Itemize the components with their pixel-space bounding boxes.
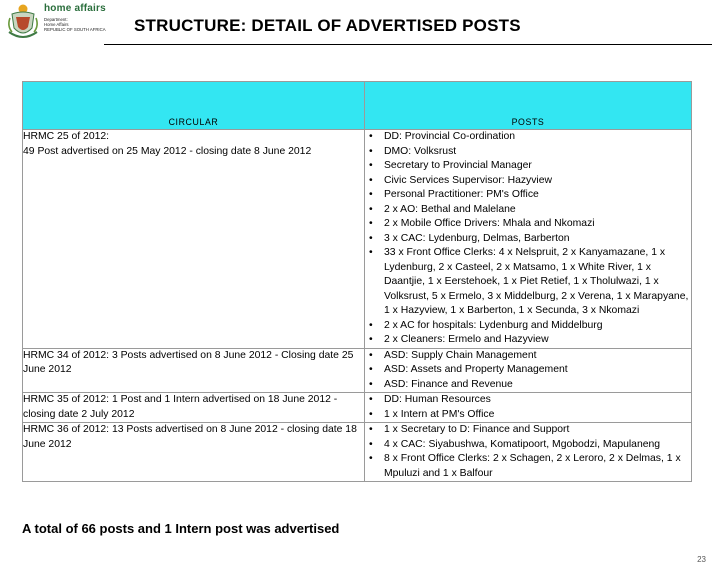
brand-name: home affairs — [44, 3, 106, 14]
summary-text: A total of 66 posts and 1 Intern post was advertised — [22, 521, 340, 536]
list-item: • ASD: Assets and Property Management — [365, 363, 691, 378]
table-row — [23, 423, 692, 482]
table-row — [23, 130, 692, 349]
logo-line-2: Home Affairs — [44, 22, 69, 27]
table-row — [23, 393, 692, 423]
posts-cell — [365, 393, 692, 423]
posts-cell — [365, 348, 692, 393]
page-title: STRUCTURE: DETAIL OF ADVERTISED POSTS — [134, 16, 521, 35]
posts-cell — [365, 130, 692, 349]
column-header-circular: CIRCULAR — [23, 82, 365, 130]
list-item: • 1 x Secretary to D: Finance and Support — [365, 423, 691, 438]
table-row — [23, 348, 692, 393]
list-item: • 4 x CAC: Siyabushwa, Komatipoort, Mgobodzi, Mapulaneng — [365, 438, 691, 453]
circular-cell — [23, 423, 365, 482]
posts-list — [365, 349, 691, 393]
circular-text: HRMC 34 of 2012: 3 Posts advertised on 8 June 2012 - Closing date 25 June 2012 — [23, 349, 354, 375]
list-item: • 33 x Front Office Clerks: 4 x Nelspruit, 2 x Kanyamazane, 1 x Lydenburg, 2 x Casteel, 2 x Matsamo, 1 x White River, 1 x Daantjie, 1 x Eerstehoek, 1 x Piet Retief, 1 x Tholulwazi, 1 x Volksrust, 5 x Ermelo, 3 x Middelburg, 2 x Verena, 1 x Marapyane, 1 x Hazyview, 1 x Barberton, 1 x Secunda, 3 x Nkomazi — [365, 246, 691, 319]
circular-text: 49 Post advertised on 25 May 2012 - closing date 8 June 2012 — [23, 145, 312, 157]
circular-cell — [23, 130, 365, 349]
list-item: • ASD: Finance and Revenue — [365, 378, 691, 393]
logo-line-3: REPUBLIC OF SOUTH AFRICA — [44, 27, 106, 32]
logo-line-1: Department: — [44, 17, 68, 22]
list-item: • ASD: Supply Chain Management — [365, 349, 691, 364]
list-item: • 2 x AC for hospitals: Lydenburg and Middelburg — [365, 319, 691, 334]
table-header-row — [23, 82, 692, 130]
list-item: • 2 x Mobile Office Drivers: Mhala and Nkomazi — [365, 217, 691, 232]
list-item: • 2 x AO: Bethal and Malelane — [365, 203, 691, 218]
list-item: • Civic Services Supervisor: Hazyview — [365, 174, 691, 189]
list-item: • Secretary to Provincial Manager — [365, 159, 691, 174]
list-item: • 8 x Front Office Clerks: 2 x Schagen, 2 x Leroro, 2 x Delmas, 1 x Mpuluzi and 1 x Balfour — [365, 452, 691, 481]
page-number: 23 — [697, 555, 706, 564]
posts-list — [365, 130, 691, 348]
department-logo — [6, 2, 106, 42]
list-item: • 3 x CAC: Lydenburg, Delmas, Barberton — [365, 232, 691, 247]
advertised-posts-table — [22, 81, 692, 482]
circular-cell — [23, 348, 365, 393]
circular-text: HRMC 36 of 2012: 13 Posts advertised on 8 June 2012 - closing date 18 June 2012 — [23, 424, 357, 450]
circular-text: HRMC 35 of 2012: 1 Post and 1 Intern advertised on 18 June 2012 - closing date 2 July 2012 — [23, 394, 338, 420]
posts-list — [365, 423, 691, 481]
list-item: • DD: Provincial Co-ordination — [365, 130, 691, 145]
column-header-posts: POSTS — [365, 82, 692, 130]
posts-list — [365, 393, 691, 422]
title-divider — [104, 44, 712, 45]
coat-of-arms-icon — [6, 2, 40, 40]
list-item: • DMO: Volksrust — [365, 145, 691, 160]
circular-text: HRMC 25 of 2012: — [23, 131, 110, 142]
list-item: • DD: Human Resources — [365, 393, 691, 408]
posts-cell — [365, 423, 692, 482]
circular-cell — [23, 393, 365, 423]
list-item: • 2 x Cleaners: Ermelo and Hazyview — [365, 333, 691, 348]
list-item: • 1 x Intern at PM's Office — [365, 408, 691, 423]
list-item: • Personal Practitioner: PM's Office — [365, 188, 691, 203]
